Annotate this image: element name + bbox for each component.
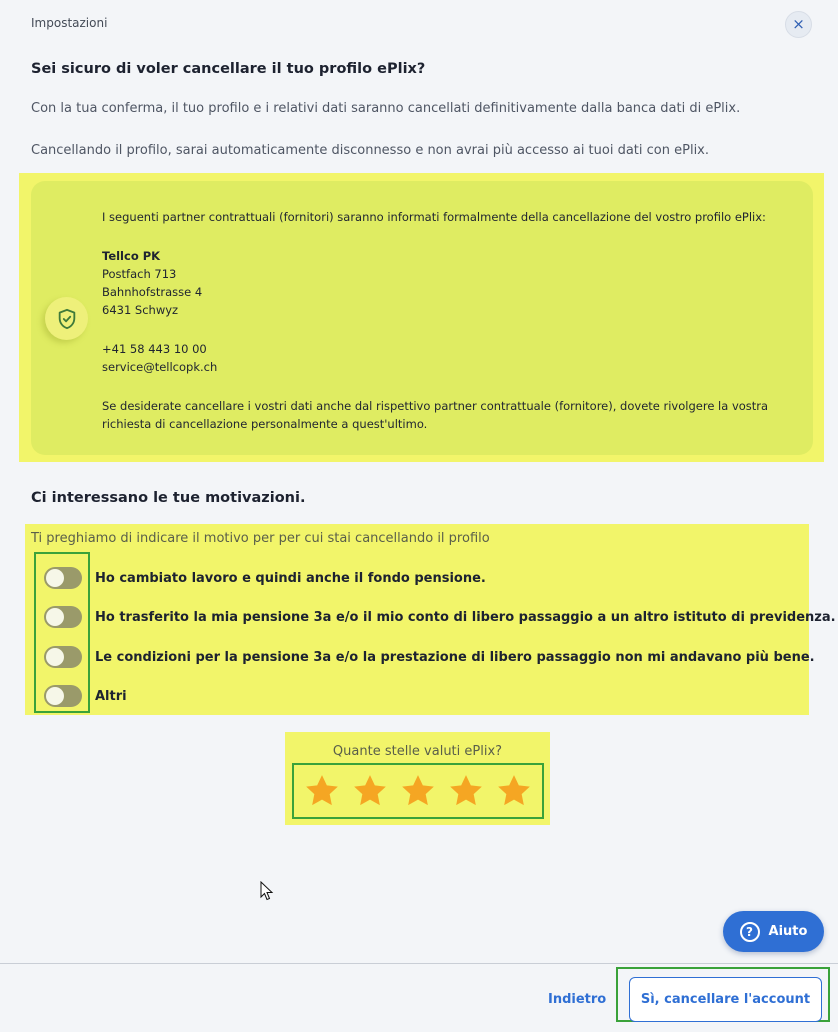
star-rating: [292, 763, 544, 819]
question-circle-icon: ?: [740, 922, 760, 942]
toggles-outline: [34, 552, 90, 713]
reason-row: [44, 567, 486, 589]
partner-address-line: Postfach 713: [102, 267, 177, 281]
partner-phone: +41 58 443 10 00: [102, 342, 207, 356]
settings-header-label: Impostazioni: [31, 16, 108, 30]
close-icon: ×: [792, 15, 805, 33]
partner-email: service@tellcopk.ch: [102, 360, 218, 374]
mouse-cursor-icon: [260, 881, 274, 901]
reason-row: [44, 646, 815, 668]
partner-note: Se desiderate cancellare i vostri dati anche dal rispettivo partner contrattuale (fornitore), dovete rivolgere la vostra richiesta di cancellazione personalmente a quest'ultimo.: [102, 399, 769, 431]
confirmation-paragraph: Con la tua conferma, il tuo profilo e i relativi dati saranno cancellati definitivamente dalla banca dati di ePlix.: [31, 101, 741, 116]
logout-paragraph: Cancellando il profilo, sarai automaticamente disconnesso e non avrai più accesso ai tuoi dati con ePlix.: [31, 143, 710, 158]
reason-row: [44, 606, 836, 628]
star-icon[interactable]: [398, 771, 438, 811]
reason-label: Ho trasferito la mia pensione 3a e/o il mio conto di libero passaggio a un altro istituto di previdenza.: [95, 609, 836, 625]
reason-label: Ho cambiato lavoro e quindi anche il fondo pensione.: [95, 570, 486, 586]
reasons-title: Ci interessano le tue motivazioni.: [31, 490, 306, 506]
star-icon[interactable]: [302, 771, 342, 811]
reason-label: Le condizioni per la pensione 3a e/o la prestazione di libero passaggio non mi andavano più bene.: [95, 649, 815, 665]
partner-company: Tellco PK: [102, 249, 161, 263]
star-icon[interactable]: [494, 771, 534, 811]
partner-address-line: 6431 Schwyz: [102, 303, 179, 317]
help-button[interactable]: [723, 911, 824, 952]
reason-label: Altri: [95, 688, 127, 704]
dialog-title: Sei sicuro di voler cancellare il tuo profilo ePlix?: [31, 61, 426, 77]
rating-label: Quante stelle valuti ePlix?: [332, 744, 503, 759]
confirm-delete-button[interactable]: Sì, cancellare l'account: [629, 977, 822, 1022]
partner-address-line: Bahnhofstrasse 4: [102, 285, 203, 299]
star-icon[interactable]: [446, 771, 486, 811]
partner-address-block: [102, 247, 792, 319]
help-label: Aiuto: [768, 924, 808, 939]
partner-info-text: [102, 208, 792, 433]
partner-contact-block: [102, 340, 792, 376]
reasons-prompt: Ti preghiamo di indicare il motivo per per cui stai cancellando il profilo: [31, 531, 490, 546]
shield-check-icon: [45, 297, 88, 340]
back-button[interactable]: Indietro: [548, 992, 607, 1007]
star-icon[interactable]: [350, 771, 390, 811]
close-button[interactable]: [785, 11, 812, 38]
footer-divider: [0, 963, 838, 964]
partner-intro: I seguenti partner contrattuali (fornitori) saranno informati formalmente della cancellazione del vostro profilo ePlix:: [102, 210, 766, 224]
